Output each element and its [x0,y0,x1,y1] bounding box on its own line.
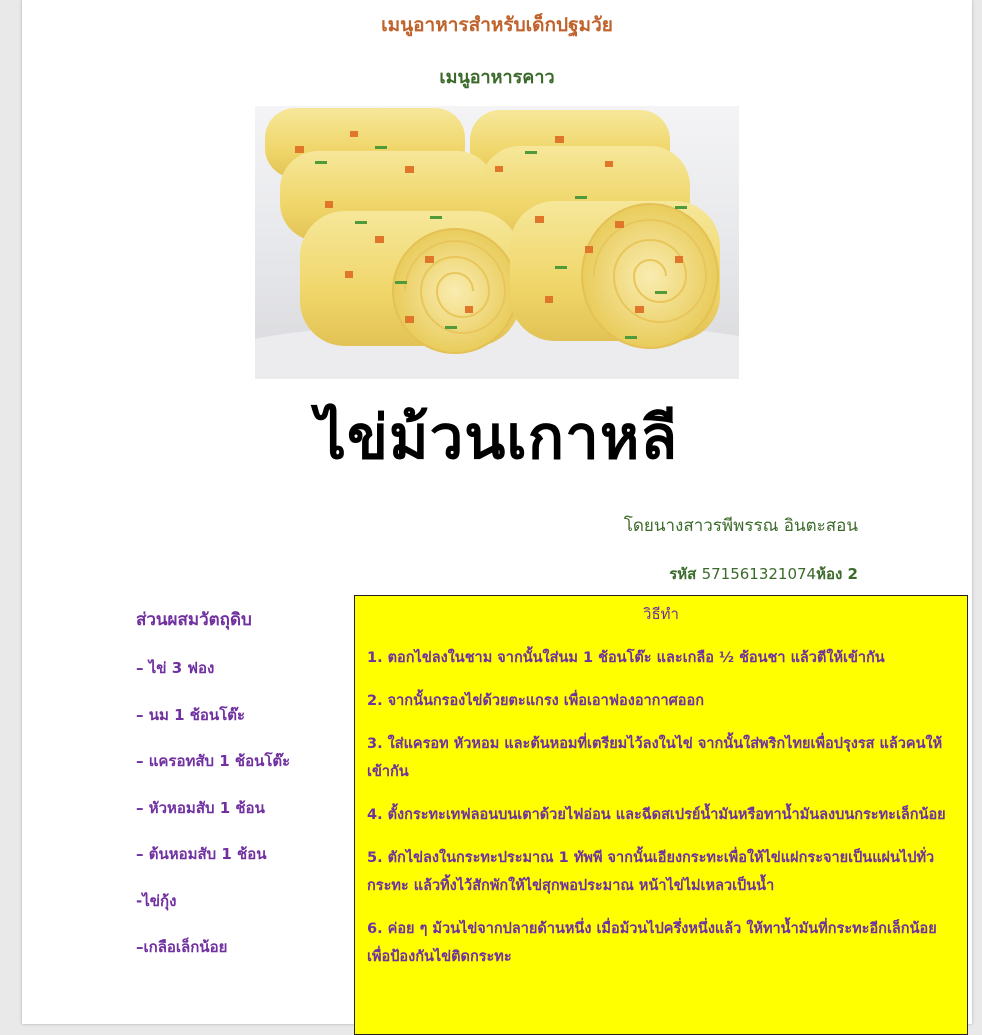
method-step: 6. ค่อย ๆ ม้วนไข่จากปลายด้านหนึ่ง เมื่อม้วนไปครึ่งหนึ่งแล้ว ให้ทาน้ำมันที่กระทะอีกเล็กน้อย เพื่อป้องกันไข่ติดกระทะ [367,921,937,965]
page-header-title: เมนูอาหารสำหรับเด็กปฐมวัย [381,14,613,36]
method-step: 4. ตั้งกระทะเทฟลอนบนเตาด้วยไฟอ่อน และฉีดสเปรย์น้ำมันหรือทาน้ำมันลงบนกระทะเล็กน้อย [367,807,946,823]
student-code-line [669,562,858,586]
ingredient-item: – ต้นหอมสับ 1 ช้อน [136,845,267,863]
method-box [354,595,968,1035]
ingredient-item: -ไข่กุ้ง [136,891,177,910]
method-step: 1. ตอกไข่ลงในชาม จากนั้นใส่นม 1 ช้อนโต๊ะ และเกลือ ½ ช้อนชา แล้วตีให้เข้ากัน [367,650,885,666]
method-step: 5. ตักไข่ลงในกระทะประมาณ 1 ทัพพี จากนั้นเอียงกระทะเพื่อให้ไข่แผ่กระจายเป็นแผ่นไปทั่วกระทะ แล้วทิ้งไว้สักพักให้ไข่สุกพอประมาณ หน้าไข่ไม่เหลวเป็นน้ำ [367,850,935,894]
document-page [22,0,972,1024]
code-value: 571561321074 [701,565,817,583]
recipe-title: ไข่ม้วนเกาหลี [315,403,679,473]
ingredient-item: –เกลือเล็กน้อย [136,938,228,956]
method-step: 2. จากนั้นกรองไข่ด้วยตะแกรง เพื่อเอาฟองอากาศออก [367,693,705,709]
ingredient-item: – แครอทสับ 1 ช้อนโต๊ะ [136,752,291,770]
ingredient-item: – นม 1 ช้อนโต๊ะ [136,705,246,724]
code-label: รหัส [669,565,697,583]
category-title: เมนูอาหารคาว [439,67,555,88]
method-heading: วิธีทำ [643,605,679,623]
ingredients-section [136,606,346,983]
room-label: ห้อง 2 [816,565,858,583]
rolled-omelette-photo [255,106,739,379]
method-step: 3. ใส่แครอท หัวหอม และต้นหอมที่เตรียมไว้ลงในไข่ จากนั้นใส่พริกไทยเพื่อปรุงรส แล้วคนให้เข้ากัน [367,736,943,780]
author-line: โดยนางสาวรพีพรรณ อินตะสอน [623,516,858,536]
ingredient-item: – หัวหอมสับ 1 ช้อน [136,798,265,817]
ingredients-heading: ส่วนผสมวัตถุดิบ [136,610,252,630]
ingredient-item: – ไข่ 3 ฟอง [136,659,215,677]
